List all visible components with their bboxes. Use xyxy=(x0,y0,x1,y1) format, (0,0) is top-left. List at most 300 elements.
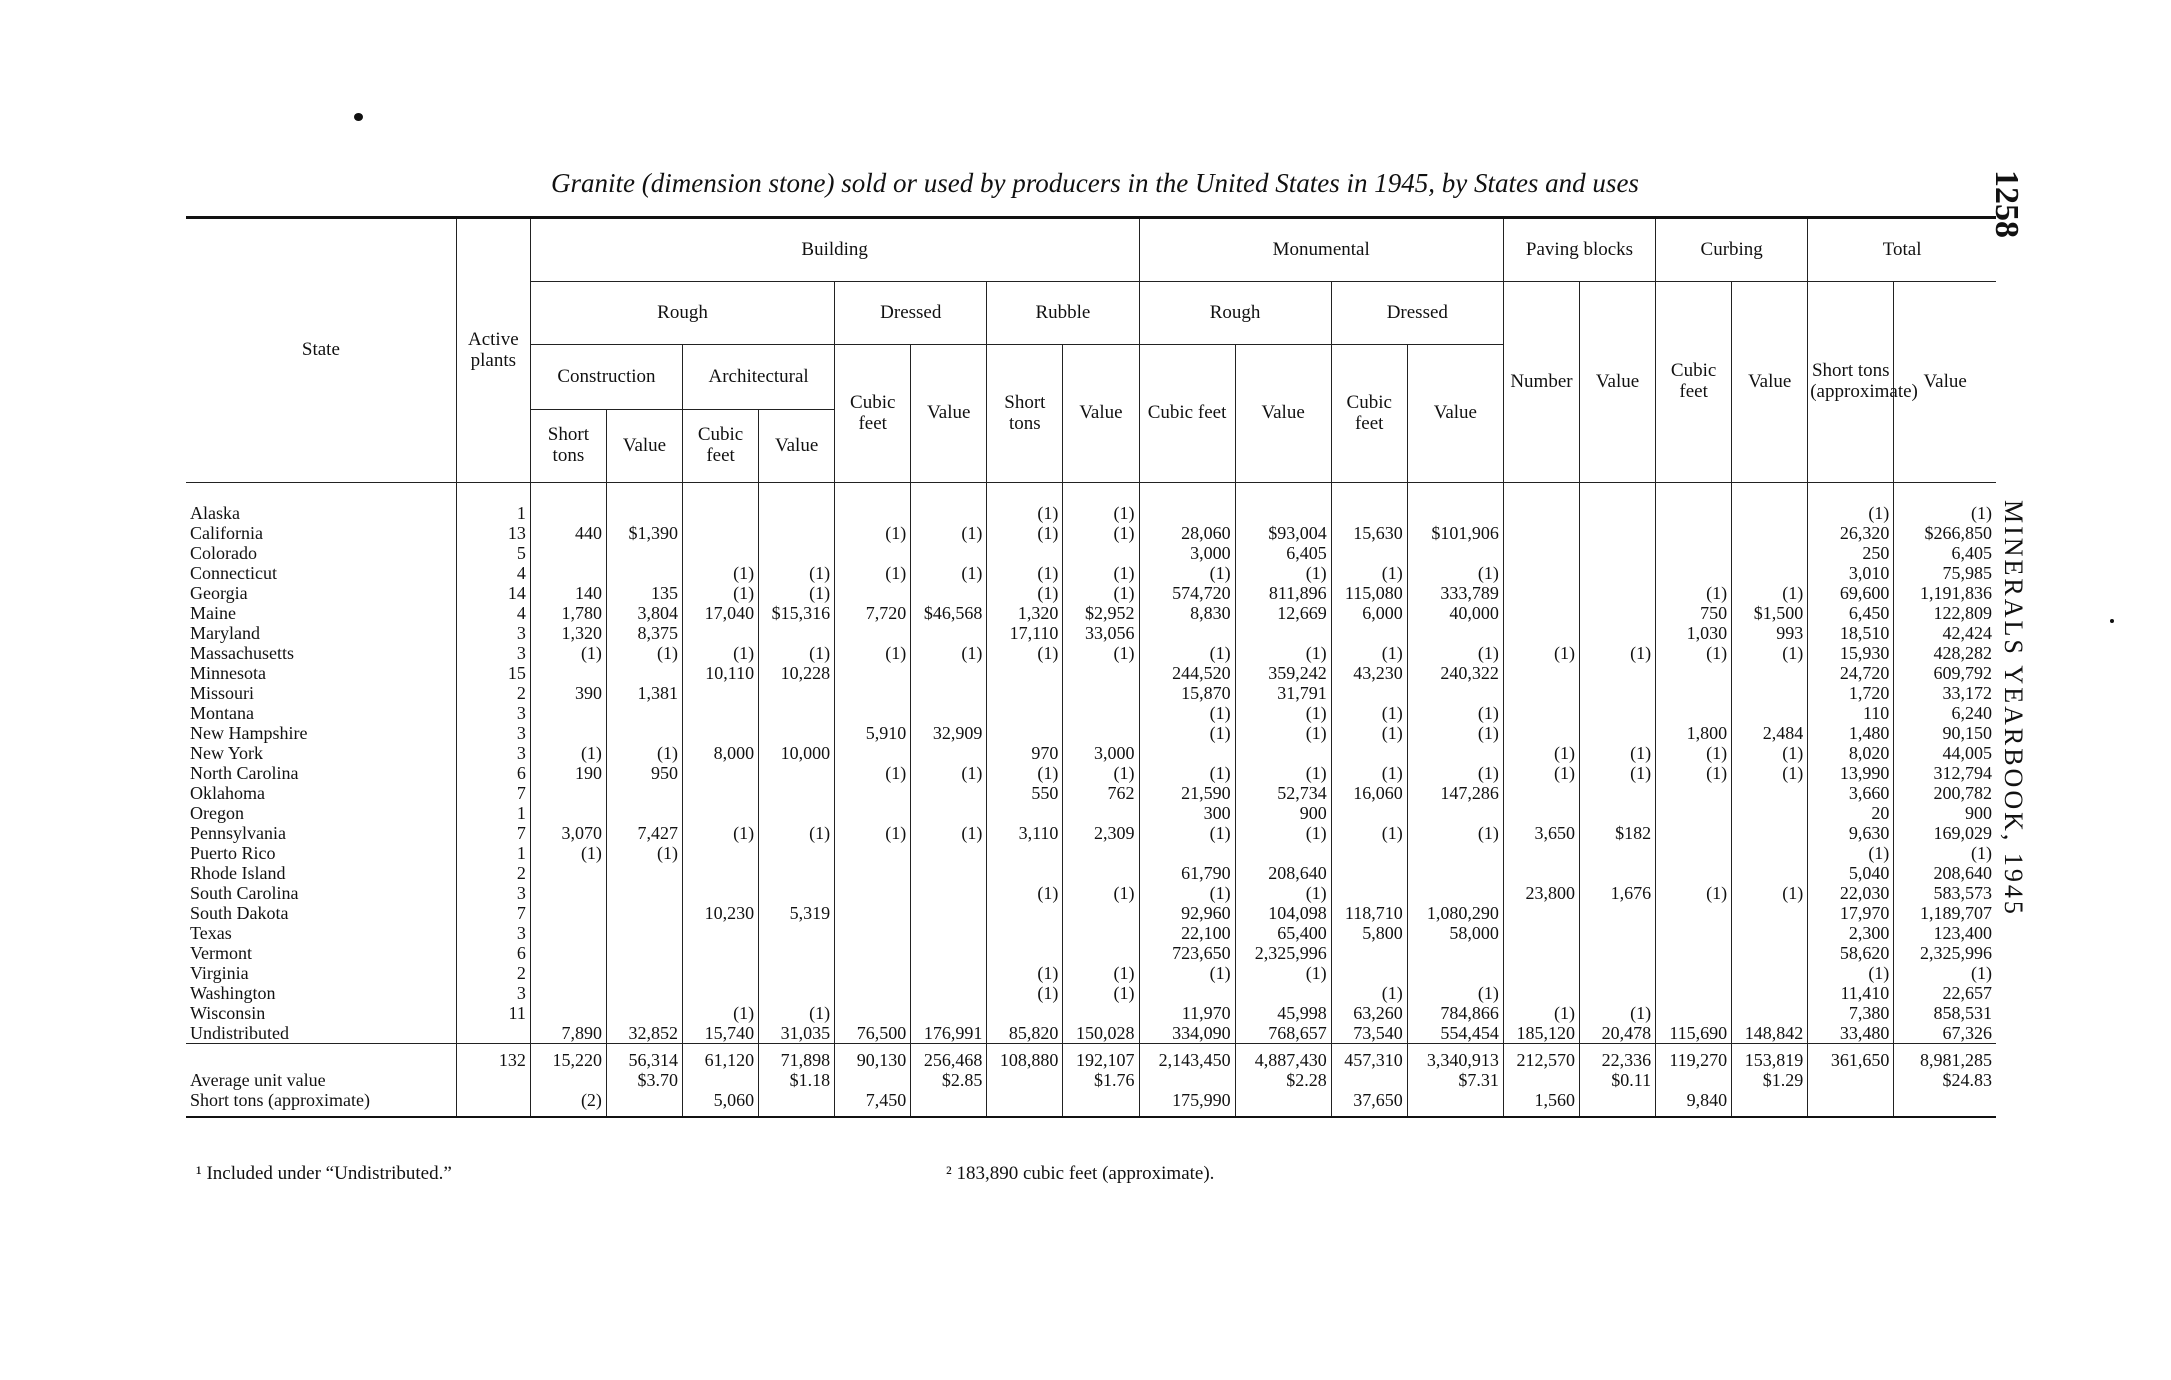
table-cell: 1,720 xyxy=(1808,683,1894,703)
row-label: Virginia xyxy=(186,963,456,983)
table-cell xyxy=(759,683,835,703)
table-cell: 1,560 xyxy=(1503,1090,1579,1117)
table-cell: 3,000 xyxy=(1063,743,1139,763)
table-cell xyxy=(1235,983,1331,1003)
table-cell: (1) xyxy=(1656,583,1732,603)
row-label: New Hampshire xyxy=(186,723,456,743)
table-cell: (1) xyxy=(1503,763,1579,783)
table-cell xyxy=(835,543,911,563)
table-cell: (1) xyxy=(987,883,1063,903)
table-cell xyxy=(1503,703,1579,723)
table-cell: 17,970 xyxy=(1808,903,1894,923)
table-row xyxy=(186,623,1996,643)
table-cell: (1) xyxy=(759,563,835,583)
table-cell: 33,480 xyxy=(1808,1023,1894,1044)
table-cell: 8,020 xyxy=(1808,743,1894,763)
table-cell xyxy=(759,523,835,543)
table-cell: 333,789 xyxy=(1407,583,1503,603)
table-cell: 5,060 xyxy=(683,1090,759,1117)
table-cell xyxy=(1503,963,1579,983)
table-cell: 1,320 xyxy=(530,623,606,643)
table-cell: 3 xyxy=(456,923,530,943)
table-cell xyxy=(1732,563,1808,583)
table-cell: 6 xyxy=(456,943,530,963)
table-cell xyxy=(1503,663,1579,683)
table-cell: 115,080 xyxy=(1331,583,1407,603)
table-cell: (1) xyxy=(1331,643,1407,663)
table-cell: (1) xyxy=(1235,763,1331,783)
table-cell: 15,740 xyxy=(683,1023,759,1044)
table-cell: 8,830 xyxy=(1139,603,1235,623)
table-cell: (1) xyxy=(987,483,1063,524)
table-cell: (1) xyxy=(1732,763,1808,783)
table-cell xyxy=(987,1070,1063,1090)
table-cell xyxy=(530,783,606,803)
table-cell: (1) xyxy=(1656,743,1732,763)
table-cell xyxy=(683,543,759,563)
table-cell: 200,782 xyxy=(1894,783,1996,803)
table-cell xyxy=(835,703,911,723)
header-building-rubble: Rubble xyxy=(987,282,1139,345)
row-label: California xyxy=(186,523,456,543)
row-label: South Carolina xyxy=(186,883,456,903)
table-cell xyxy=(1732,983,1808,1003)
table-cell xyxy=(1063,723,1139,743)
table-cell xyxy=(1656,823,1732,843)
table-cell xyxy=(1407,863,1503,883)
table-cell: 33,172 xyxy=(1894,683,1996,703)
table-cell xyxy=(835,583,911,603)
table-cell xyxy=(911,783,987,803)
table-cell xyxy=(606,723,682,743)
row-label: New York xyxy=(186,743,456,763)
table-cell xyxy=(1579,983,1655,1003)
table-cell xyxy=(1579,523,1655,543)
table-cell: 900 xyxy=(1894,803,1996,823)
table-cell xyxy=(1579,943,1655,963)
table-cell xyxy=(606,963,682,983)
table-cell: 440 xyxy=(530,523,606,543)
table-cell xyxy=(683,983,759,1003)
table-cell xyxy=(683,943,759,963)
table-cell: 75,985 xyxy=(1894,563,1996,583)
table-cell xyxy=(1503,863,1579,883)
table-cell: 811,896 xyxy=(1235,583,1331,603)
table-cell: (1) xyxy=(1331,983,1407,1003)
table-cell xyxy=(1063,843,1139,863)
table-cell xyxy=(530,943,606,963)
table-cell: 18,510 xyxy=(1808,623,1894,643)
table-cell xyxy=(683,1070,759,1090)
table-cell: (1) xyxy=(1503,1003,1579,1023)
table-cell: 26,320 xyxy=(1808,523,1894,543)
table-cell xyxy=(911,983,987,1003)
table-cell xyxy=(530,723,606,743)
table-cell: 11 xyxy=(456,1003,530,1023)
table-cell: 1 xyxy=(456,843,530,863)
table-cell: 90,130 xyxy=(835,1044,911,1071)
table-cell xyxy=(1656,923,1732,943)
table-cell: 190 xyxy=(530,763,606,783)
table-cell: 6 xyxy=(456,763,530,783)
header-architectural: Architectural xyxy=(683,345,835,410)
header-architectural-value: Value xyxy=(759,410,835,483)
table-cell: 1 xyxy=(456,803,530,823)
table-cell xyxy=(759,863,835,883)
table-cell xyxy=(1732,823,1808,843)
table-cell xyxy=(987,803,1063,823)
row-label: Oklahoma xyxy=(186,783,456,803)
table-cell: (1) xyxy=(1579,643,1655,663)
table-row xyxy=(186,1003,1996,1023)
table-cell xyxy=(835,923,911,943)
table-cell xyxy=(1503,923,1579,943)
table-cell: 3,340,913 xyxy=(1407,1044,1503,1071)
table-cell: 6,450 xyxy=(1808,603,1894,623)
table-cell xyxy=(911,883,987,903)
table-cell: 32,852 xyxy=(606,1023,682,1044)
table-cell: 3,650 xyxy=(1503,823,1579,843)
table-cell: 4,887,430 xyxy=(1235,1044,1331,1071)
table-cell xyxy=(911,923,987,943)
table-cell: (1) xyxy=(683,823,759,843)
table-cell: (1) xyxy=(759,1003,835,1023)
table-cell xyxy=(1656,1003,1732,1023)
table-cell: (1) xyxy=(1063,563,1139,583)
table-row xyxy=(186,663,1996,683)
table-cell: 5,040 xyxy=(1808,863,1894,883)
table-cell: 2 xyxy=(456,963,530,983)
table-cell: 122,809 xyxy=(1894,603,1996,623)
row-label: North Carolina xyxy=(186,763,456,783)
table-cell xyxy=(987,723,1063,743)
table-cell: 5,800 xyxy=(1331,923,1407,943)
table-cell xyxy=(1732,703,1808,723)
table-cell xyxy=(1063,923,1139,943)
table-cell xyxy=(1579,843,1655,863)
table-cell: (1) xyxy=(1407,823,1503,843)
table-cell xyxy=(835,783,911,803)
table-cell: 33,056 xyxy=(1063,623,1139,643)
table-row xyxy=(186,923,1996,943)
table-cell: 3,110 xyxy=(987,823,1063,843)
table-cell xyxy=(1503,783,1579,803)
table-cell: 2,309 xyxy=(1063,823,1139,843)
table-cell xyxy=(759,1090,835,1117)
table-cell: 723,650 xyxy=(1139,943,1235,963)
table-cell xyxy=(1732,923,1808,943)
table-cell xyxy=(987,703,1063,723)
table-cell xyxy=(683,723,759,743)
table-cell: $1,390 xyxy=(606,523,682,543)
table-cell: 13 xyxy=(456,523,530,543)
table-cell xyxy=(987,683,1063,703)
table-row xyxy=(186,843,1996,863)
table-cell: 208,640 xyxy=(1235,863,1331,883)
table-cell: (1) xyxy=(1235,723,1331,743)
header-dressed-cubic-feet: Cubic feet xyxy=(835,345,911,483)
table-cell: (1) xyxy=(1331,763,1407,783)
table-cell: 2 xyxy=(456,863,530,883)
table-cell xyxy=(759,923,835,943)
table-cell: 6,000 xyxy=(1331,603,1407,623)
table-cell: 119,270 xyxy=(1656,1044,1732,1071)
table-cell: 147,286 xyxy=(1407,783,1503,803)
table-cell xyxy=(759,963,835,983)
table-cell xyxy=(530,663,606,683)
header-total: Total xyxy=(1808,218,1996,282)
table-cell xyxy=(1579,703,1655,723)
table-cell xyxy=(1139,1070,1235,1090)
table-cell: 900 xyxy=(1235,803,1331,823)
table-cell: 115,690 xyxy=(1656,1023,1732,1044)
table-cell: (1) xyxy=(1407,563,1503,583)
table-row xyxy=(186,703,1996,723)
table-cell xyxy=(1579,683,1655,703)
table-cell: 768,657 xyxy=(1235,1023,1331,1044)
table-cell xyxy=(1331,843,1407,863)
table-cell: (1) xyxy=(1808,963,1894,983)
table-cell: 52,734 xyxy=(1235,783,1331,803)
table-cell xyxy=(835,943,911,963)
table-cell: 8,981,285 xyxy=(1894,1044,1996,1071)
table-cell xyxy=(1331,683,1407,703)
table-cell: (1) xyxy=(683,563,759,583)
table-cell: (1) xyxy=(1331,723,1407,743)
table-cell xyxy=(911,963,987,983)
header-curbing: Curbing xyxy=(1656,218,1808,282)
table-row xyxy=(186,983,1996,1003)
table-cell xyxy=(1579,783,1655,803)
header-mon-dressed-value: Value xyxy=(1407,345,1503,483)
header-building: Building xyxy=(530,218,1139,282)
table-cell xyxy=(1732,483,1808,524)
table-cell xyxy=(1331,1070,1407,1090)
table-cell xyxy=(1503,1070,1579,1090)
table-cell: (1) xyxy=(759,823,835,843)
table-cell xyxy=(1331,943,1407,963)
table-cell: 10,000 xyxy=(759,743,835,763)
table-cell xyxy=(1235,843,1331,863)
table-cell xyxy=(456,1090,530,1117)
table-cell: 11,970 xyxy=(1139,1003,1235,1023)
table-cell xyxy=(987,1003,1063,1023)
table-cell: 32,909 xyxy=(911,723,987,743)
table-row xyxy=(186,863,1996,883)
table-row xyxy=(186,743,1996,763)
table-cell xyxy=(1503,803,1579,823)
table-cell: 132 xyxy=(456,1044,530,1071)
header-curbing-cubic-feet: Cubic feet xyxy=(1656,282,1732,483)
table-cell: (1) xyxy=(1407,703,1503,723)
table-cell: 7 xyxy=(456,903,530,923)
table-cell: 1,780 xyxy=(530,603,606,623)
table-cell: $15,316 xyxy=(759,603,835,623)
table-cell xyxy=(530,703,606,723)
table-cell: 3,000 xyxy=(1139,543,1235,563)
table-cell: 1,320 xyxy=(987,603,1063,623)
table-cell: 3,804 xyxy=(606,603,682,623)
table-cell: 110 xyxy=(1808,703,1894,723)
table-cell xyxy=(1407,943,1503,963)
table-cell xyxy=(1656,963,1732,983)
table-cell xyxy=(1331,623,1407,643)
header-mon-dressed-cubic-feet: Cubic feet xyxy=(1331,345,1407,483)
table-row xyxy=(186,683,1996,703)
footnote-1: ¹ Included under “Undistributed.” xyxy=(196,1163,452,1184)
table-cell xyxy=(1503,583,1579,603)
table-cell: (1) xyxy=(683,1003,759,1023)
granite-table-wrapper xyxy=(186,216,1996,1118)
table-cell xyxy=(1503,543,1579,563)
table-row xyxy=(186,943,1996,963)
table-cell xyxy=(1407,623,1503,643)
table-cell: $7.31 xyxy=(1407,1070,1503,1090)
header-construction: Construction xyxy=(530,345,682,410)
table-cell: 6,405 xyxy=(1235,543,1331,563)
table-cell: 1,480 xyxy=(1808,723,1894,743)
total-row xyxy=(186,1044,1996,1071)
header-active-plants: Active plants xyxy=(456,218,530,483)
table-cell xyxy=(1063,543,1139,563)
table-row xyxy=(186,523,1996,543)
table-cell: 15,870 xyxy=(1139,683,1235,703)
table-cell xyxy=(1656,683,1732,703)
table-cell xyxy=(1063,803,1139,823)
row-label: Montana xyxy=(186,703,456,723)
table-cell: $2.85 xyxy=(911,1070,987,1090)
table-row xyxy=(186,563,1996,583)
table-cell: 784,866 xyxy=(1407,1003,1503,1023)
table-cell: 240,322 xyxy=(1407,663,1503,683)
table-cell: 24,720 xyxy=(1808,663,1894,683)
header-mon-rough-cubic-feet: Cubic feet xyxy=(1139,345,1235,483)
header-paving-blocks: Paving blocks xyxy=(1503,218,1655,282)
short-tons-row xyxy=(186,1090,1996,1117)
table-cell xyxy=(606,943,682,963)
table-cell: 8,375 xyxy=(606,623,682,643)
table-cell: $1.29 xyxy=(1732,1070,1808,1090)
table-cell: (1) xyxy=(1063,883,1139,903)
table-cell xyxy=(911,623,987,643)
table-cell xyxy=(759,843,835,863)
table-cell: (1) xyxy=(1063,763,1139,783)
table-cell: (1) xyxy=(835,823,911,843)
table-cell: 175,990 xyxy=(1139,1090,1235,1117)
table-cell: 123,400 xyxy=(1894,923,1996,943)
table-cell xyxy=(1894,1090,1996,1117)
header-paving-number: Number xyxy=(1503,282,1579,483)
table-cell xyxy=(1063,1003,1139,1023)
table-cell xyxy=(1656,483,1732,524)
table-cell: (1) xyxy=(1808,843,1894,863)
table-cell: 750 xyxy=(1656,603,1732,623)
table-cell: 7 xyxy=(456,783,530,803)
table-cell: 10,230 xyxy=(683,903,759,923)
table-cell: (1) xyxy=(1063,983,1139,1003)
table-cell: 550 xyxy=(987,783,1063,803)
table-cell: $1.76 xyxy=(1063,1070,1139,1090)
table-cell: (1) xyxy=(1235,563,1331,583)
table-cell: 2,325,996 xyxy=(1235,943,1331,963)
table-cell: (1) xyxy=(1808,483,1894,524)
table-cell xyxy=(759,983,835,1003)
table-cell xyxy=(1656,943,1732,963)
row-label xyxy=(186,1044,456,1071)
table-cell: (1) xyxy=(1139,883,1235,903)
table-cell xyxy=(911,663,987,683)
table-cell xyxy=(1579,603,1655,623)
table-cell: 65,400 xyxy=(1235,923,1331,943)
table-cell: (1) xyxy=(1139,563,1235,583)
table-cell xyxy=(1656,1070,1732,1090)
table-cell: 7,427 xyxy=(606,823,682,843)
table-cell: 583,573 xyxy=(1894,883,1996,903)
table-cell: 359,242 xyxy=(1235,663,1331,683)
table-cell: (1) xyxy=(1235,883,1331,903)
table-cell xyxy=(911,483,987,524)
table-cell xyxy=(1407,543,1503,563)
header-paving-value: Value xyxy=(1579,282,1655,483)
table-cell: 554,454 xyxy=(1407,1023,1503,1044)
table-cell xyxy=(606,703,682,723)
table-cell: (1) xyxy=(1732,643,1808,663)
table-cell xyxy=(1808,1090,1894,1117)
table-cell xyxy=(1331,863,1407,883)
table-cell xyxy=(530,883,606,903)
table-cell xyxy=(606,1090,682,1117)
table-cell xyxy=(911,683,987,703)
table-row xyxy=(186,483,1996,524)
table-cell: $3.70 xyxy=(606,1070,682,1090)
table-cell xyxy=(1407,843,1503,863)
table-cell xyxy=(683,963,759,983)
table-cell xyxy=(1579,863,1655,883)
table-cell: (1) xyxy=(1063,483,1139,524)
header-dressed-value: Value xyxy=(911,345,987,483)
table-cell: 17,040 xyxy=(683,603,759,623)
table-cell xyxy=(606,923,682,943)
table-cell: (1) xyxy=(1407,643,1503,663)
table-cell: 169,029 xyxy=(1894,823,1996,843)
table-cell: (1) xyxy=(1139,643,1235,663)
table-cell xyxy=(1656,843,1732,863)
table-cell xyxy=(530,963,606,983)
table-cell xyxy=(606,663,682,683)
table-cell: (1) xyxy=(1063,583,1139,603)
table-cell xyxy=(683,683,759,703)
table-cell xyxy=(683,783,759,803)
table-cell: 1,800 xyxy=(1656,723,1732,743)
table-cell: 6,405 xyxy=(1894,543,1996,563)
table-cell: 3,010 xyxy=(1808,563,1894,583)
table-cell: 4 xyxy=(456,603,530,623)
table-cell: 390 xyxy=(530,683,606,703)
table-cell: 21,590 xyxy=(1139,783,1235,803)
table-cell: 250 xyxy=(1808,543,1894,563)
table-cell xyxy=(683,803,759,823)
table-cell xyxy=(911,1003,987,1023)
table-cell: 1,080,290 xyxy=(1407,903,1503,923)
table-cell: 6,240 xyxy=(1894,703,1996,723)
table-cell: $93,004 xyxy=(1235,523,1331,543)
table-cell: (1) xyxy=(1235,823,1331,843)
table-cell xyxy=(911,843,987,863)
table-cell: 61,120 xyxy=(683,1044,759,1071)
table-cell xyxy=(759,783,835,803)
table-cell xyxy=(1139,623,1235,643)
table-cell xyxy=(759,543,835,563)
